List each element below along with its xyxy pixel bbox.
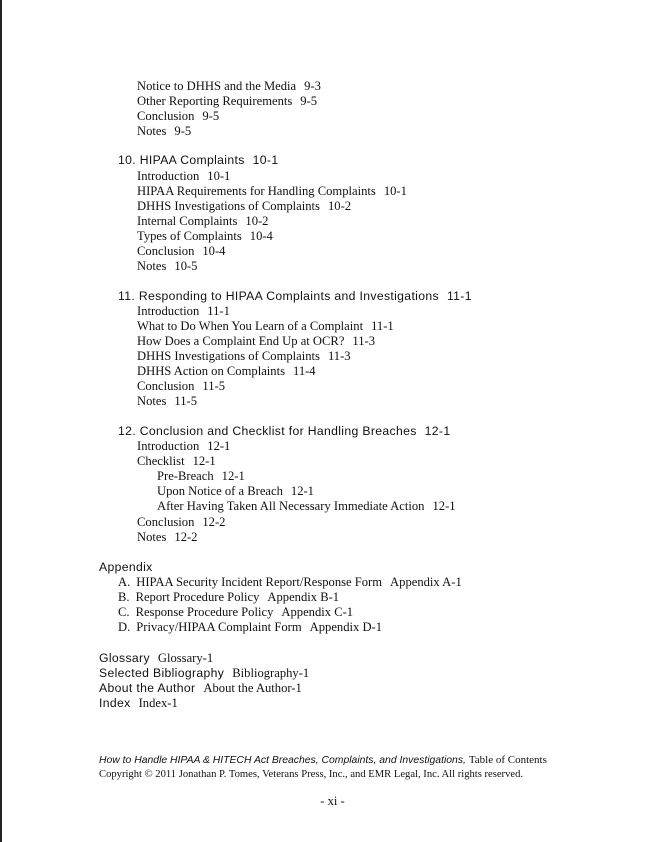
toc-entry-title: Checklist <box>137 454 185 468</box>
toc-entry-page: 12-1 <box>192 454 216 468</box>
toc-entry-page: 11-1 <box>207 304 230 318</box>
back-matter-entry[interactable] <box>99 680 302 696</box>
appendix-item[interactable] <box>118 590 339 605</box>
page-number: - xi - <box>320 794 345 808</box>
toc-subentry[interactable] <box>157 469 245 484</box>
toc-entry-title: Upon Notice of a Breach <box>157 484 283 498</box>
toc-entry-page: 12-1 <box>207 439 231 453</box>
toc-entry[interactable] <box>137 530 197 545</box>
toc-entry-page: 11-4 <box>292 364 316 378</box>
toc-entry[interactable] <box>137 109 219 124</box>
back-matter-entry[interactable] <box>99 695 178 711</box>
toc-entry-title: How Does a Complaint End Up at OCR? <box>137 334 345 348</box>
appendix-heading[interactable]: Appendix <box>99 560 153 574</box>
toc-entry[interactable] <box>137 349 351 364</box>
toc-entry-title: Notes <box>137 394 167 408</box>
toc-entry-title: Conclusion <box>137 109 195 123</box>
toc-entry-page: 12-2 <box>202 515 226 529</box>
toc-entry-page: 12-1 <box>221 469 245 483</box>
toc-entry-title: HIPAA Requirements for Handling Complaints <box>137 184 376 198</box>
toc-entry-page: 10-4 <box>202 244 226 258</box>
toc-entry-page: Appendix A-1 <box>390 575 462 589</box>
toc-entry[interactable] <box>137 214 268 229</box>
toc-entry[interactable] <box>137 334 375 349</box>
toc-entry-page: 9-5 <box>202 109 220 123</box>
toc-entry[interactable] <box>137 199 351 214</box>
chapter-title: 10. HIPAA Complaints <box>118 153 245 167</box>
toc-entry-title: Conclusion <box>137 379 195 393</box>
toc-entry-title: Other Reporting Requirements <box>137 94 293 108</box>
chapter-11-heading[interactable] <box>118 289 472 304</box>
toc-entry-title: Introduction <box>137 169 200 183</box>
chapter-page: 12-1 <box>424 424 451 438</box>
toc-entry-page: Appendix D-1 <box>309 620 383 634</box>
appendix-item[interactable] <box>118 620 382 635</box>
toc-entry-page: Bibliography-1 <box>232 666 310 680</box>
toc-entry-page: 11-3 <box>327 349 351 363</box>
back-matter-entry[interactable] <box>99 650 213 666</box>
appendix-letter: B. <box>118 590 130 604</box>
toc-entry-title: Conclusion <box>137 515 195 529</box>
toc-entry[interactable] <box>137 515 225 530</box>
toc-entry-title: Introduction <box>137 304 200 318</box>
toc-entry[interactable] <box>137 229 273 244</box>
toc-entry-title: Response Procedure Policy <box>135 605 274 619</box>
toc-entry-page: 9-5 <box>174 124 192 138</box>
footer-book-title: How to Handle HIPAA & HITECH Act Breaches, Complaints, and Investigations, <box>99 755 466 766</box>
toc-entry-page: 10-1 <box>207 169 231 183</box>
toc-entry-title: Selected Bibliography <box>99 666 225 680</box>
toc-entry-title: Glossary <box>99 651 150 665</box>
toc-entry[interactable] <box>137 79 321 94</box>
toc-entry-page: 11-5 <box>174 394 198 408</box>
appendix-letter: D. <box>118 620 131 634</box>
toc-entry[interactable] <box>137 94 317 109</box>
chapter-12-heading[interactable] <box>118 424 450 439</box>
toc-entry-page: 12-1 <box>432 499 456 513</box>
toc-entry-title: Notice to DHHS and the Media <box>137 79 297 93</box>
toc-entry[interactable] <box>137 124 191 139</box>
toc-entry-title: Report Procedure Policy <box>135 590 260 604</box>
chapter-10-heading[interactable] <box>118 153 278 168</box>
toc-entry-page: 10-5 <box>174 259 198 273</box>
appendix-letter: C. <box>118 605 130 619</box>
back-matter-entry[interactable] <box>99 665 309 681</box>
toc-entry-title: Index <box>99 696 131 710</box>
toc-entry-title: Notes <box>137 124 167 138</box>
footer-section: Table of Contents <box>468 754 547 766</box>
footer-copyright: Copyright © 2011 Jonathan P. Tomes, Veterans Press, Inc., and EMR Legal, Inc. All rights reserved. <box>99 769 524 780</box>
toc-entry-page: 9-3 <box>304 79 321 93</box>
page-left-border <box>0 0 2 842</box>
toc-entry-page: 12-1 <box>290 484 314 498</box>
toc-entry[interactable] <box>137 304 230 319</box>
toc-entry-title: After Having Taken All Necessary Immediate Action <box>157 499 425 513</box>
toc-entry-title: Conclusion <box>137 244 195 258</box>
chapter-page: 10-1 <box>252 153 279 167</box>
toc-entry-title: About the Author <box>99 681 196 695</box>
toc-entry-page: About the Author-1 <box>203 681 302 695</box>
appendix-item[interactable] <box>118 575 462 590</box>
toc-entry-title: Types of Complaints <box>137 229 242 243</box>
toc-entry-page: Appendix C-1 <box>281 605 354 619</box>
appendix-item[interactable] <box>118 605 353 620</box>
toc-entry-title: Privacy/HIPAA Complaint Form <box>136 620 302 634</box>
toc-entry-page: 10-1 <box>383 184 407 198</box>
toc-entry-page: 11-5 <box>202 379 225 393</box>
toc-entry-page: Index-1 <box>138 696 178 710</box>
toc-entry-title: Internal Complaints <box>137 214 238 228</box>
toc-entry-title: Introduction <box>137 439 200 453</box>
toc-entry[interactable] <box>137 379 225 394</box>
toc-entry-title: What to Do When You Learn of a Complaint <box>137 319 364 333</box>
toc-entry-title: HIPAA Security Incident Report/Response Form <box>136 575 383 589</box>
toc-subentry[interactable] <box>157 484 314 499</box>
chapter-title: 11. Responding to HIPAA Complaints and Investigations <box>118 289 439 303</box>
toc-entry-page: 9-5 <box>300 94 318 108</box>
toc-entry-page: 11-1 <box>371 319 394 333</box>
toc-entry-title: DHHS Investigations of Complaints <box>137 349 320 363</box>
toc-entry-page: 10-4 <box>249 229 273 243</box>
toc-entry[interactable] <box>137 184 407 199</box>
toc-entry[interactable] <box>137 259 197 274</box>
toc-entry-title: Pre-Breach <box>157 469 214 483</box>
toc-subentry[interactable] <box>157 499 456 514</box>
chapter-title: 12. Conclusion and Checklist for Handling Breaches <box>118 424 417 438</box>
toc-entry[interactable] <box>137 364 316 379</box>
chapter-page: 11-1 <box>446 289 472 303</box>
toc-entry[interactable] <box>137 394 197 409</box>
toc-entry-page: 10-2 <box>245 214 269 228</box>
toc-entry[interactable] <box>137 169 230 184</box>
appendix-letter: A. <box>118 575 131 589</box>
toc-entry-page: 11-3 <box>352 334 376 348</box>
toc-entry-title: DHHS Investigations of Complaints <box>137 199 320 213</box>
toc-entry[interactable] <box>137 439 230 454</box>
toc-entry-page: Glossary-1 <box>157 651 214 665</box>
toc-entry-page: 12-2 <box>174 530 198 544</box>
toc-entry-page: Appendix B-1 <box>267 590 340 604</box>
footer-title-line <box>99 753 547 768</box>
toc-entry-title: Notes <box>137 530 167 544</box>
toc-entry[interactable] <box>137 454 216 469</box>
toc-entry-page: 10-2 <box>327 199 352 213</box>
toc-entry-title: Notes <box>137 259 167 273</box>
toc-entry[interactable] <box>137 319 394 334</box>
toc-entry[interactable] <box>137 244 225 259</box>
toc-entry-title: DHHS Action on Complaints <box>137 364 285 378</box>
